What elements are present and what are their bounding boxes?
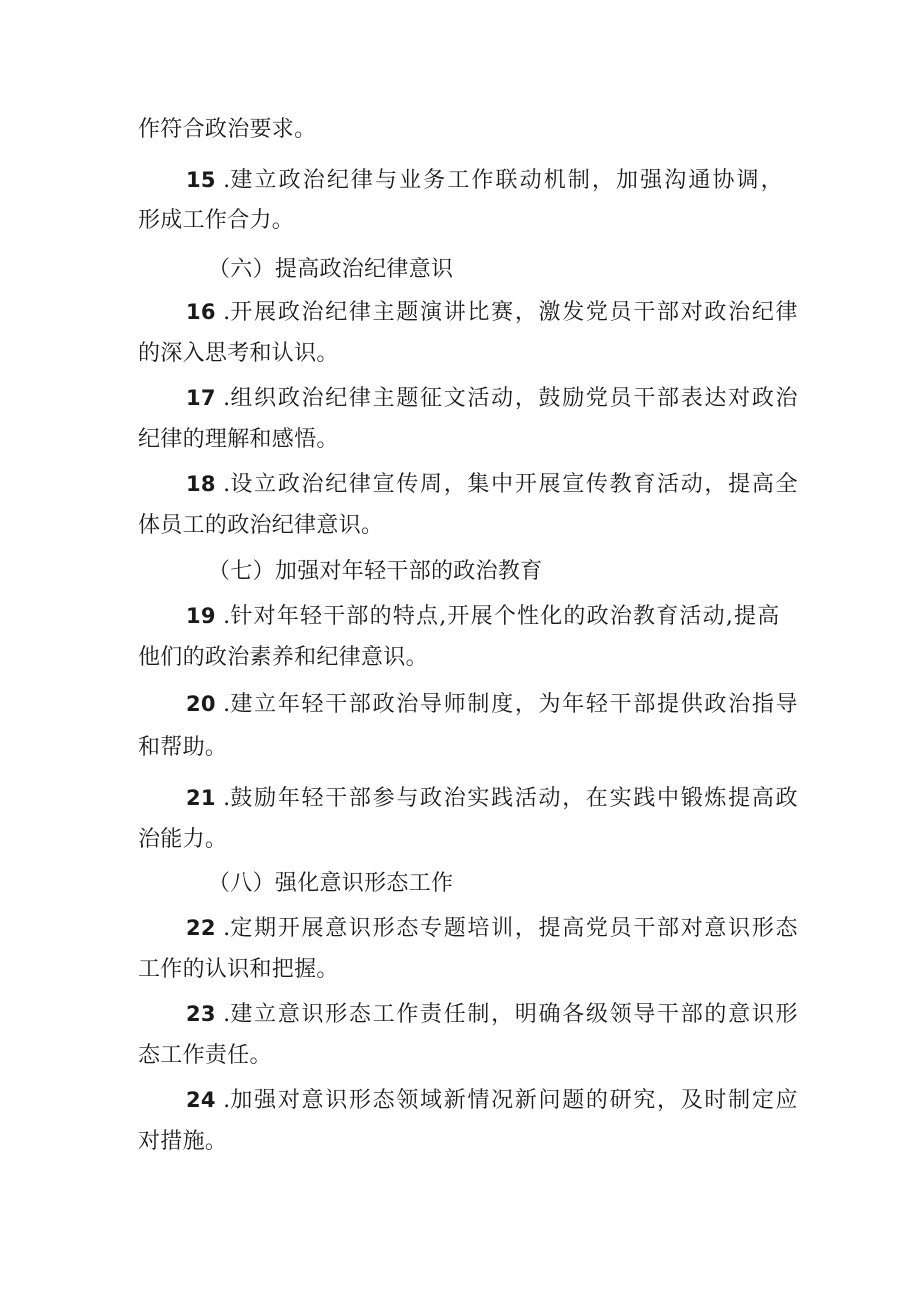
paragraph-continuation: 作符合政治要求。	[138, 117, 317, 142]
section-heading-8: （八）强化意识形态工作	[208, 871, 454, 896]
item-separator: .	[215, 472, 231, 497]
section-heading-7: （七）加强对年轻干部的政治教育	[208, 559, 543, 584]
item-number: 20	[186, 692, 216, 716]
item-separator: .	[215, 916, 231, 941]
item-separator: .	[215, 1002, 231, 1027]
item-text: 开展政治纪律主题演讲比赛，激发党员干部对政治纪律	[230, 300, 800, 325]
item-number: 21	[186, 786, 216, 810]
list-item-21-line1	[186, 784, 799, 813]
item-number: 24	[186, 1088, 216, 1112]
item-number: 15	[186, 168, 216, 192]
item-number: 23	[186, 1002, 216, 1026]
list-item-16-line1	[186, 298, 799, 327]
item-separator: .	[215, 786, 231, 811]
list-item-16-line2: 的深入思考和认识。	[138, 341, 339, 366]
list-item-20-line2: 和帮助。	[138, 735, 228, 760]
item-text: 建立政治纪律与业务工作联动机制，加强沟通协调，	[230, 168, 785, 193]
item-text: 组织政治纪律主题征文活动，鼓励党员干部表达对政治	[230, 386, 800, 411]
item-number: 22	[186, 916, 216, 940]
list-item-15-line2: 形成工作合力。	[138, 208, 295, 233]
item-text: 建立年轻干部政治导师制度，为年轻干部提供政治指导	[230, 692, 800, 717]
item-separator: .	[215, 168, 231, 193]
item-number: 16	[186, 300, 216, 324]
list-item-19-line2: 他们的政治素养和纪律意识。	[138, 645, 428, 670]
list-item-22-line1	[186, 914, 799, 943]
item-text: 针对年轻干部的特点,开展个性化的政治教育活动,提高	[230, 604, 781, 629]
item-separator: .	[215, 300, 231, 325]
list-item-19-line1	[186, 602, 780, 631]
list-item-15-line1	[186, 166, 785, 195]
item-text: 建立意识形态工作责任制，明确各级领导干部的意识形	[230, 1002, 800, 1027]
list-item-18-line2: 体员工的政治纪律意识。	[138, 513, 384, 538]
item-text: 定期开展意识形态专题培训，提高党员干部对意识形态	[230, 916, 800, 941]
item-number: 19	[186, 604, 216, 628]
list-item-23-line1	[186, 1000, 799, 1029]
list-item-22-line2: 工作的认识和把握。	[138, 957, 339, 982]
item-text: 鼓励年轻干部参与政治实践活动，在实践中锻炼提高政	[230, 786, 800, 811]
list-item-17-line2: 纪律的理解和感悟。	[138, 427, 339, 452]
list-item-21-line2: 治能力。	[138, 827, 228, 852]
item-text: 设立政治纪律宣传周，集中开展宣传教育活动，提高全	[230, 472, 800, 497]
list-item-17-line1	[186, 384, 799, 413]
item-text: 加强对意识形态领域新情况新问题的研究，及时制定应	[230, 1088, 800, 1113]
list-item-24-line2: 对措施。	[138, 1129, 228, 1154]
item-separator: .	[215, 604, 231, 629]
item-number: 17	[186, 386, 216, 410]
item-separator: .	[215, 692, 231, 717]
item-separator: .	[215, 386, 231, 411]
item-separator: .	[215, 1088, 231, 1113]
section-heading-6: （六）提高政治纪律意识	[208, 257, 454, 282]
list-item-23-line2: 态工作责任。	[138, 1043, 272, 1068]
list-item-24-line1	[186, 1086, 799, 1115]
list-item-20-line1	[186, 690, 799, 719]
list-item-18-line1	[186, 470, 799, 499]
item-number: 18	[186, 472, 216, 496]
